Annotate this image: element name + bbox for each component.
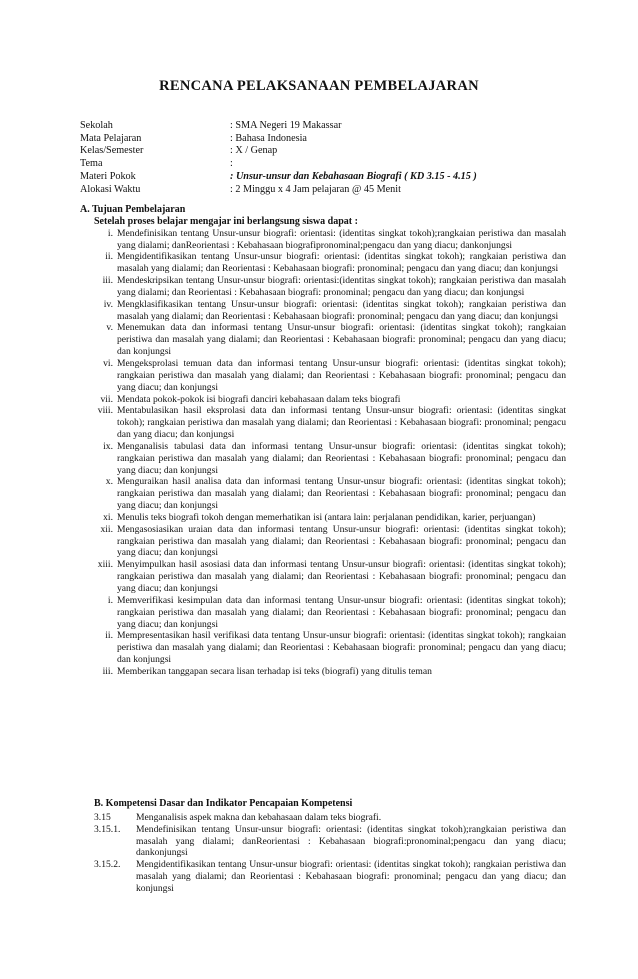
objective-item <box>80 405 566 441</box>
info-row <box>80 120 560 133</box>
info-value: : <box>230 158 233 170</box>
section-title: A. Tujuan Pembelajaran <box>80 204 186 215</box>
objective-item <box>80 559 566 595</box>
item-text: Mendeskripsikan tentang Unsur-unsur biografi: orientasi:(identitas singkat tokoh); rangkaian peristiwa dan masalah yang dialami; dan Reorientasi : Kebahasaan biografi: pronominal; pengacu dan yang diacu; dan konjungsi <box>117 275 566 298</box>
item-text: Mendefinisikan tentang Unsur-unsur biografi: orientasi: (identitas singkat tokoh);rangkaian peristiwa dan masalah yang dialami; danReorientasi : Kebahasaan biografipronominal;pengacu dan yang diacu; dankonjungsi <box>117 227 566 251</box>
item-number: vi. <box>103 357 113 369</box>
objective-item <box>80 275 566 299</box>
item-text: Mengeksprolasi temuan data dan informasi tentang Unsur-unsur biografi: orientasi: (identitas singkat tokoh); rangkaian peristiwa dan masalah yang dialami; dan Reorientasi : Kebahasaan biografi: pronominal; pengacu dan yang diacu; dan konjungsi <box>117 357 566 393</box>
competency-code: 3.15 <box>94 811 111 823</box>
objective-item <box>80 322 566 358</box>
item-text: Mendata pokok-pokok isi biografi danciri kebahasaan dalam teks biografi <box>117 393 401 405</box>
item-text: Menyimpulkan hasil asosiasi data dan informasi tentang Unsur-unsur biografi: orientasi: (identitas singkat tokoh); rangkaian peristiwa dan masalah yang dialami; dan Reorientasi : Kebahasaan biografi: pronominal; pengacu dan yang diacu; dan konjungsi <box>117 559 566 594</box>
section-title: B. Kompetensi Dasar dan Indikator Pencapaian Kompetensi <box>94 798 353 809</box>
info-label: Sekolah <box>80 120 113 131</box>
info-row <box>80 184 560 197</box>
item-text: Menganalisis tabulasi data dan informasi tentang Unsur-unsur biografi: orientasi: (identitas singkat tokoh); rangkaian peristiwa dan masalah yang dialami; dan Reorientasi : Kebahasaan biografi: pronominal; pengacu dan yang diacu; dan konjungsi <box>117 440 566 476</box>
info-row <box>80 133 560 146</box>
info-value: : Unsur-unsur dan Kebahasaan Biografi ( KD 3.15 - 4.15 ) <box>230 170 477 182</box>
info-label: Tema <box>80 158 103 170</box>
objective-item <box>80 476 566 512</box>
item-text: Mempresentasikan hasil verifikasi data tentang Unsur-unsur biografi: orientasi: (identitas singkat tokoh); rangkaian peristiwa dan masalah yang dialami; dan Reorientasi : Kebahasaan biografi: pronominal; pengacu dan yang diacu; dan konjungsi <box>117 630 566 666</box>
item-number: xii. <box>100 523 113 535</box>
document-title: RENCANA PELAKSANAAN PEMBELAJARAN <box>159 78 479 94</box>
item-number: viii. <box>97 405 113 417</box>
objective-item <box>80 394 566 406</box>
competency-item <box>94 859 566 895</box>
item-number: vii. <box>100 393 113 405</box>
item-text: Mengklasifikasikan tentang Unsur-unsur biografi: orientasi: (identitas singkat tokoh); rangkaian peristiwa dan masalah yang dialami; dan Reorientasi : Kebahasaan biografi: pronominal; pengacu dan yang diacu; dan konjungsi <box>117 298 566 322</box>
section-tujuan <box>80 204 566 678</box>
section-kompetensi <box>94 798 566 895</box>
competency-item <box>94 824 566 860</box>
info-row <box>80 158 560 171</box>
competency-text: Mengidentifikasikan tentang Unsur-unsur biografi: orientasi: (identitas singkat tokoh); rangkaian peristiwa dan masalah yang dialami; dan Reorientasi : Kebahasaan biografi: pronominal; pengacu dan yang diacu; dan konjungsi <box>136 859 566 894</box>
objective-item <box>80 524 566 560</box>
info-label: Kelas/Semester <box>80 145 144 157</box>
item-text: Menemukan data dan informasi tentang Unsur-unsur biografi: orientasi: (identitas singkat tokoh); rangkaian peristiwa dan masalah yang dialami; dan Reorientasi : Kebahasaan biografi: pronominal; pengacu dan yang diacu; dan konjungsi <box>117 322 566 358</box>
info-label: Mata Pelajaran <box>80 132 142 144</box>
competency-code: 3.15.2. <box>94 859 121 871</box>
info-label: Materi Pokok <box>80 170 136 182</box>
objective-item <box>80 299 566 323</box>
item-number: iii. <box>102 665 113 677</box>
info-value: : SMA Negeri 19 Makassar <box>230 120 342 131</box>
item-text: Menguraikan hasil analisa data dan informasi tentang Unsur-unsur biografi: orientasi: (identitas singkat tokoh); rangkaian peristiwa dan masalah yang dialami; dan Reorientasi : Kebahasaan biografi: pronominal; pengacu dan yang diacu; dan konjungsi <box>117 476 566 512</box>
section-subtitle: Setelah proses belajar mengajar ini berlangsung siswa dapat : <box>94 215 358 227</box>
info-value: : Bahasa Indonesia <box>230 132 307 144</box>
objective-item <box>80 630 566 666</box>
item-text: Memberikan tanggapan secara lisan terhadap isi teks (biografi) yang ditulis teman <box>117 665 432 677</box>
item-number: iv. <box>103 298 113 310</box>
competency-text: Menganalisis aspek makna dan kebahasaan dalam teks biografi. <box>136 811 382 823</box>
item-number: ix. <box>103 440 113 452</box>
info-label: Alokasi Waktu <box>80 183 141 195</box>
info-row <box>80 171 560 184</box>
item-number: ii. <box>105 630 113 642</box>
competency-list <box>94 812 566 895</box>
objective-item <box>80 228 566 252</box>
item-text: Mentabulasikan hasil eksprolasi data dan informasi tentang Unsur-unsur biografi: orientasi: (identitas singkat tokoh); rangkaian peristiwa dan masalah yang dialami; dan Reorientasi : Kebahasaan biografi: pronominal; pengacu dan yang diacu; dan konjungsi <box>117 405 566 441</box>
identity-table <box>80 120 560 196</box>
info-value: : X / Genap <box>230 145 278 157</box>
item-number: xi. <box>103 511 113 523</box>
objective-item <box>80 251 566 275</box>
competency-item <box>94 812 566 824</box>
objective-item <box>80 595 566 631</box>
item-text: Mengidentifikasikan tentang Unsur-unsur biografi: orientasi: (identitas singkat tokoh); rangkaian peristiwa dan masalah yang dialami; dan Reorientasi : Kebahasaan biografi: pronominal; pengacu dan yang diacu; dan konjungsi <box>117 251 566 275</box>
objective-item <box>80 441 566 477</box>
item-number: iii. <box>102 275 113 287</box>
objective-item <box>80 512 566 524</box>
objective-list <box>80 228 566 678</box>
item-number: ii. <box>105 251 113 263</box>
item-text: Menulis teks biografi tokoh dengan memerhatikan isi (antara lain: perjalanan pendidikan, karier, perjuangan) <box>117 511 536 523</box>
item-text: Memverifikasi kesimpulan data dan informasi tentang Unsur-unsur biografi: orientasi: (identitas singkat tokoh); rangkaian peristiwa dan masalah yang dialami; dan Reorientasi : Kebahasaan biografi: pronominal; pengacu dan yang diacu; dan konjungsi <box>117 594 566 630</box>
item-number: x. <box>105 476 113 488</box>
competency-text: Mendefinisikan tentang Unsur-unsur biografi: orientasi: (identitas singkat tokoh);rangkaian peristiwa dan masalah yang dialami; danReorientasi : Kebahasaan biografi:pronominal;pengacu dan yang diacu; dankonjungsi <box>136 823 566 859</box>
info-value: : 2 Minggu x 4 Jam pelajaran @ 45 Menit <box>230 183 401 195</box>
item-number: v. <box>106 322 113 334</box>
item-number: i. <box>107 227 113 239</box>
item-text: Mengasosiasikan uraian data dan informasi tentang Unsur-unsur biografi: orientasi: (identitas singkat tokoh); rangkaian peristiwa dan masalah yang dialami; dan Reorientasi : Kebahasaan biografi: pronominal; pengacu dan yang diacu; dan konjungsi <box>117 523 566 559</box>
competency-code: 3.15.1. <box>94 823 121 835</box>
info-row <box>80 145 560 158</box>
item-number: i. <box>107 594 113 606</box>
item-number: xiii. <box>97 559 113 571</box>
objective-item <box>80 358 566 394</box>
objective-item <box>80 666 566 678</box>
